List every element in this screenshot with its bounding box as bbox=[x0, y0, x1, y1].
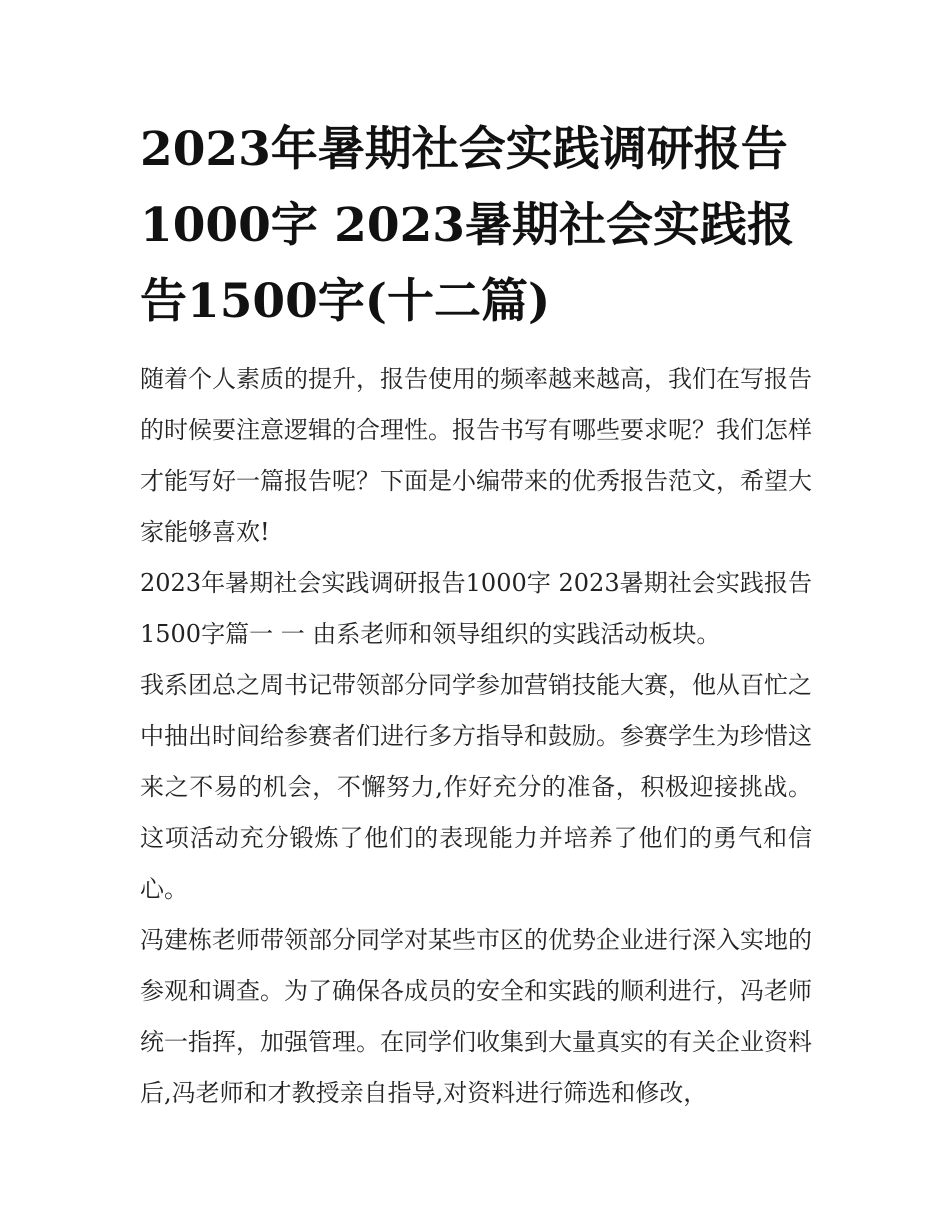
paragraph-section-heading: 2023年暑期社会实践调研报告1000字 2023暑期社会实践报告1500字篇一 一 由系老师和领导组织的实践活动板块。 bbox=[140, 569, 812, 648]
paragraph-intro: 随着个人素质的提升，报告使用的频率越来越高，我们在写报告的时候要注意逻辑的合理性。报告书写有哪些要求呢？我们怎样才能写好一篇报告呢？下面是小编带来的优秀报告范文，希望大家能够喜欢! bbox=[140, 365, 812, 546]
paragraph-enterprise-visit: 冯建栋老师带领部分同学对某些市区的优势企业进行深入实地的参观和调查。为了确保各成员的安全和实践的顺利进行，冯老师统一指挥，加强管理。在同学们收集到大量真实的有关企业资料后,冯老师和才教授亲自指导,对资料进行筛选和修改， bbox=[140, 926, 812, 1107]
document-body bbox=[140, 112, 812, 1119]
document-title: 2023年暑期社会实践调研报告1000字 2023暑期社会实践报告1500字(十二篇) bbox=[140, 122, 794, 329]
paragraph-marketing-contest: 我系团总之周书记带领部分同学参加营销技能大赛，他从百忙之中抽出时间给参赛者们进行多方指导和鼓励。参赛学生为珍惜这来之不易的机会，不懈努力,作好充分的准备，积极迎接挑战。这项活动充分锻炼了他们的表现能力并培养了他们的勇气和信心。 bbox=[140, 671, 812, 903]
